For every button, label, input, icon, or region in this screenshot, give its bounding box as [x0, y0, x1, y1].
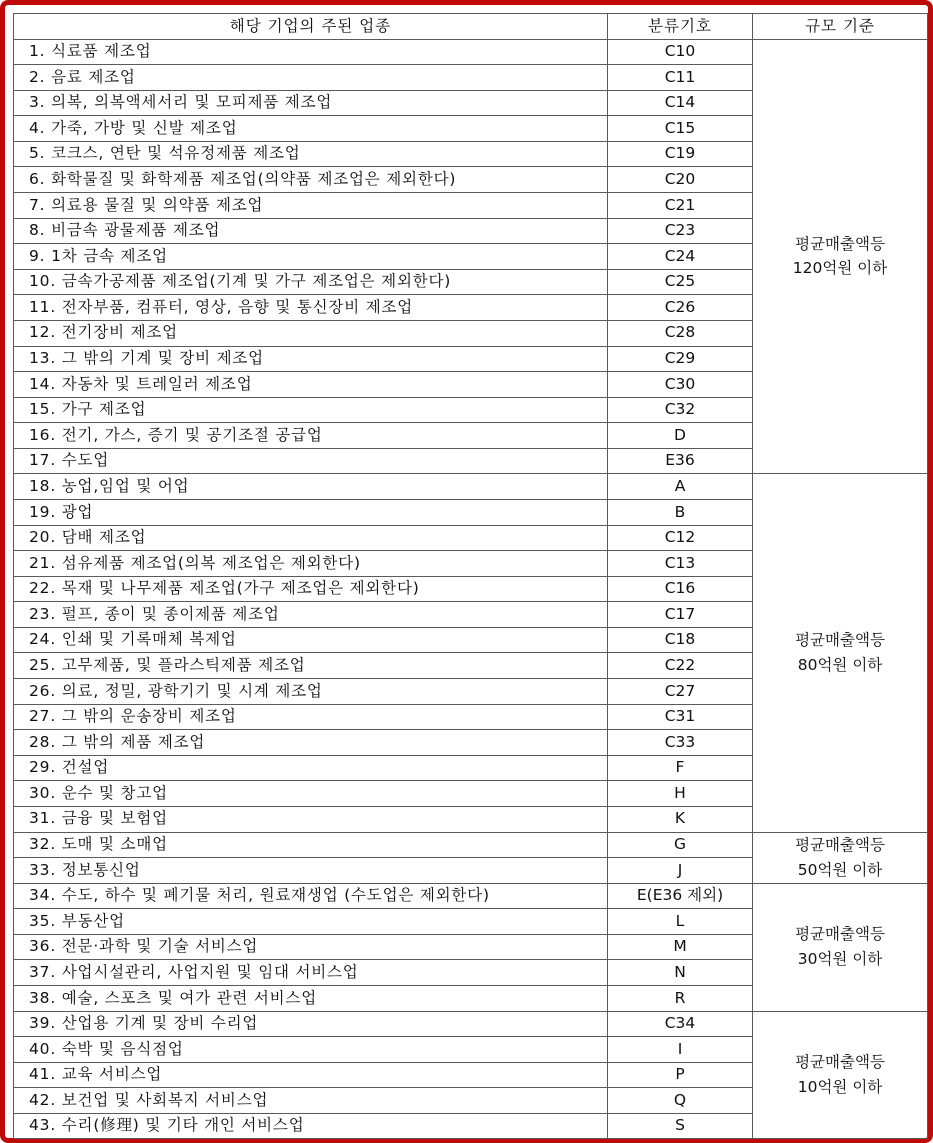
industry-name-cell: 7. 의료용 물질 및 의약품 제조업	[14, 193, 608, 219]
size-criterion-cell	[753, 832, 928, 883]
industry-name-cell: 1. 식료품 제조업	[14, 39, 608, 65]
classification-code-cell: C21	[608, 193, 753, 219]
industry-name-cell: 40. 숙박 및 음식점업	[14, 1037, 608, 1063]
criterion-threshold: 50억원 이하	[797, 860, 883, 879]
classification-code-cell: E(E36 제외)	[608, 883, 753, 909]
classification-code-cell: M	[608, 934, 753, 960]
industry-name-cell: 30. 운수 및 창고업	[14, 781, 608, 807]
classification-code-cell: N	[608, 960, 753, 986]
classification-code-cell: C22	[608, 653, 753, 679]
classification-code-cell: C17	[608, 602, 753, 628]
table-row	[14, 1011, 928, 1037]
classification-code-cell: C34	[608, 1011, 753, 1037]
industry-name-cell: 26. 의료, 정밀, 광학기기 및 시계 제조업	[14, 679, 608, 705]
classification-code-cell: G	[608, 832, 753, 858]
criterion-label: 평균매출액등	[795, 234, 885, 253]
industry-name-cell: 9. 1차 금속 제조업	[14, 244, 608, 270]
header-industry: 해당 기업의 주된 업종	[14, 14, 608, 40]
size-criterion-cell	[753, 474, 928, 832]
classification-code-cell: C20	[608, 167, 753, 193]
criterion-threshold: 10억원 이하	[797, 1077, 883, 1096]
table-row	[14, 832, 928, 858]
classification-code-cell: C24	[608, 244, 753, 270]
classification-code-cell: R	[608, 985, 753, 1011]
industry-name-cell: 33. 정보통신업	[14, 858, 608, 884]
industry-name-cell: 5. 코크스, 연탄 및 석유정제품 제조업	[14, 141, 608, 167]
classification-code-cell: C27	[608, 679, 753, 705]
classification-code-cell: I	[608, 1037, 753, 1063]
industry-name-cell: 10. 금속가공제품 제조업(기계 및 가구 제조업은 제외한다)	[14, 269, 608, 295]
industry-name-cell: 42. 보건업 및 사회복지 서비스업	[14, 1088, 608, 1114]
industry-name-cell: 3. 의복, 의복액세서리 및 모피제품 제조업	[14, 90, 608, 116]
industry-name-cell: 13. 그 밖의 기계 및 장비 제조업	[14, 346, 608, 372]
criterion-threshold: 30억원 이하	[797, 950, 883, 969]
industry-name-cell: 38. 예술, 스포츠 및 여가 관련 서비스업	[14, 985, 608, 1011]
classification-code-cell: C13	[608, 551, 753, 577]
classification-code-cell: C18	[608, 627, 753, 653]
industry-name-cell: 11. 전자부품, 컴퓨터, 영상, 음향 및 통신장비 제조업	[14, 295, 608, 321]
industry-name-cell: 37. 사업시설관리, 사업지원 및 임대 서비스업	[14, 960, 608, 986]
classification-code-cell: C33	[608, 730, 753, 756]
classification-code-cell: K	[608, 806, 753, 832]
criterion-label: 평균매출액등	[795, 1053, 885, 1072]
header-code: 분류기호	[608, 14, 753, 40]
industry-name-cell: 16. 전기, 가스, 증기 및 공기조절 공급업	[14, 423, 608, 449]
industry-name-cell: 34. 수도, 하수 및 폐기물 처리, 원료재생업 (수도업은 제외한다)	[14, 883, 608, 909]
industry-name-cell: 18. 농업,임업 및 어업	[14, 474, 608, 500]
classification-code-cell: A	[608, 474, 753, 500]
industry-name-cell: 41. 교육 서비스업	[14, 1062, 608, 1088]
header-scale: 규모 기준	[753, 14, 928, 40]
size-criterion-cell	[753, 39, 928, 474]
classification-code-cell: C23	[608, 218, 753, 244]
table-row	[14, 474, 928, 500]
industry-name-cell: 23. 펄프, 종이 및 종이제품 제조업	[14, 602, 608, 628]
industry-name-cell: 22. 목재 및 나무제품 제조업(가구 제조업은 제외한다)	[14, 576, 608, 602]
classification-code-cell: F	[608, 755, 753, 781]
classification-code-cell: J	[608, 858, 753, 884]
industry-name-cell: 36. 전문·과학 및 기술 서비스업	[14, 934, 608, 960]
table-header-row	[14, 14, 928, 40]
classification-code-cell: C15	[608, 116, 753, 142]
size-criterion-cell	[753, 883, 928, 1011]
classification-code-cell: Q	[608, 1088, 753, 1114]
industry-name-cell: 27. 그 밖의 운송장비 제조업	[14, 704, 608, 730]
industry-name-cell: 24. 인쇄 및 기록매체 복제업	[14, 627, 608, 653]
classification-code-cell: C10	[608, 39, 753, 65]
classification-code-cell: C25	[608, 269, 753, 295]
classification-code-cell: C28	[608, 320, 753, 346]
table-row	[14, 39, 928, 65]
industry-name-cell: 6. 화학물질 및 화학제품 제조업(의약품 제조업은 제외한다)	[14, 167, 608, 193]
size-criterion-cell	[753, 1011, 928, 1139]
table-body	[14, 39, 928, 1139]
classification-code-cell: C16	[608, 576, 753, 602]
classification-code-cell: C31	[608, 704, 753, 730]
classification-code-cell: D	[608, 423, 753, 449]
criterion-label: 평균매출액등	[795, 835, 885, 854]
industry-name-cell: 43. 수리(修理) 및 기타 개인 서비스업	[14, 1113, 608, 1139]
industry-name-cell: 21. 섬유제품 제조업(의복 제조업은 제외한다)	[14, 551, 608, 577]
industry-name-cell: 39. 산업용 기계 및 장비 수리업	[14, 1011, 608, 1037]
criterion-threshold: 120억원 이하	[792, 259, 888, 278]
industry-size-table	[13, 13, 928, 1139]
industry-name-cell: 20. 담배 제조업	[14, 525, 608, 551]
industry-name-cell: 31. 금융 및 보험업	[14, 806, 608, 832]
industry-name-cell: 14. 자동차 및 트레일러 제조업	[14, 372, 608, 398]
industry-name-cell: 35. 부동산업	[14, 909, 608, 935]
classification-code-cell: S	[608, 1113, 753, 1139]
industry-name-cell: 32. 도매 및 소매업	[14, 832, 608, 858]
industry-name-cell: 15. 가구 제조업	[14, 397, 608, 423]
classification-code-cell: C26	[608, 295, 753, 321]
industry-name-cell: 28. 그 밖의 제품 제조업	[14, 730, 608, 756]
classification-code-cell: C29	[608, 346, 753, 372]
criterion-label: 평균매출액등	[795, 631, 885, 650]
classification-code-cell: P	[608, 1062, 753, 1088]
classification-code-cell: C32	[608, 397, 753, 423]
classification-code-cell: C14	[608, 90, 753, 116]
industry-name-cell: 8. 비금속 광물제품 제조업	[14, 218, 608, 244]
criterion-label: 평균매출액등	[795, 925, 885, 944]
classification-code-cell: E36	[608, 448, 753, 474]
industry-name-cell: 12. 전기장비 제조업	[14, 320, 608, 346]
industry-name-cell: 4. 가죽, 가방 및 신발 제조업	[14, 116, 608, 142]
industry-name-cell: 19. 광업	[14, 499, 608, 525]
industry-name-cell: 25. 고무제품, 및 플라스틱제품 제조업	[14, 653, 608, 679]
table-row	[14, 883, 928, 909]
industry-name-cell: 29. 건설업	[14, 755, 608, 781]
classification-code-cell: C30	[608, 372, 753, 398]
classification-code-cell: H	[608, 781, 753, 807]
classification-code-cell: B	[608, 499, 753, 525]
classification-code-cell: L	[608, 909, 753, 935]
classification-code-cell: C11	[608, 65, 753, 91]
classification-code-cell: C12	[608, 525, 753, 551]
industry-name-cell: 17. 수도업	[14, 448, 608, 474]
industry-name-cell: 2. 음료 제조업	[14, 65, 608, 91]
classification-code-cell: C19	[608, 141, 753, 167]
criterion-threshold: 80억원 이하	[797, 655, 883, 674]
